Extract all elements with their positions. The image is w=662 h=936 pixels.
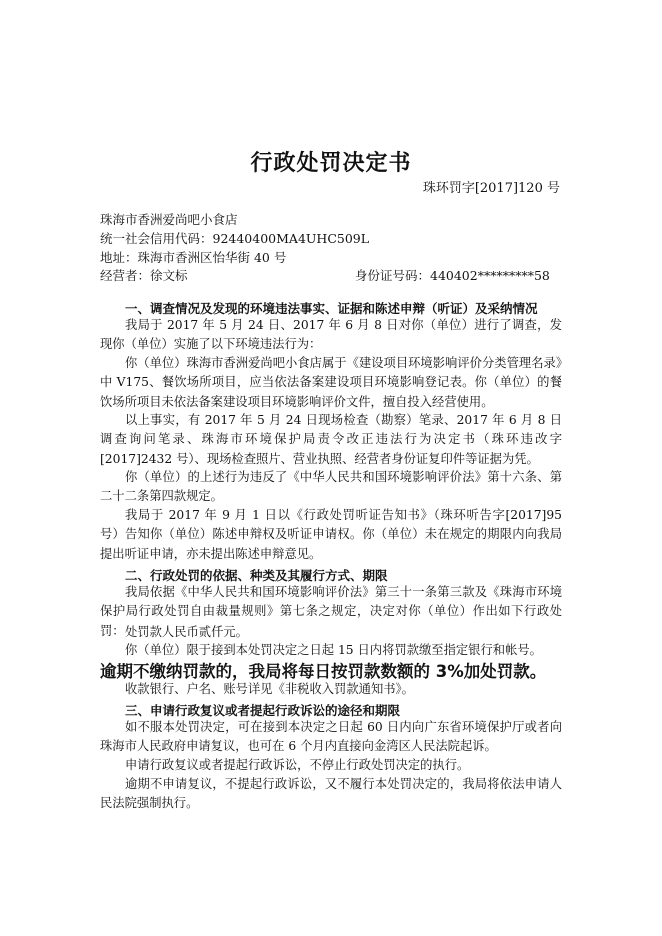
operator-row: [100, 266, 560, 284]
credit-code: 统一社会信用代码：92440400MA4UHC509L: [100, 231, 370, 246]
section3-paragraph-2: 申请行政复议或者提起行政诉讼，不停止行政处罚决定的执行。: [125, 758, 470, 772]
section3-heading: 三、申请行政复议或者提起行政诉讼的途径和期限: [125, 703, 401, 718]
document-title: 行政处罚决定书: [250, 151, 412, 176]
section3-paragraph-3: 逾期不申请复议，不提起行政诉讼，又不履行本处罚决定的，我局将依法申请人民法院强制执行。: [100, 777, 562, 811]
section1-paragraph-4: 你（单位）的上述行为违反了《中华人民共和国环境影响评价法》第十六条、第二十二条第四款规定。: [100, 470, 562, 504]
section2-paragraph-4: 收款银行、户名、账号详见《非税收入罚款通知书》。: [125, 682, 414, 696]
section1-heading: 一、调查情况及发现的环境违法事实、证据和陈述申辩（听证）及采纳情况: [125, 301, 538, 316]
section1-paragraph-3: 以上事实，有 2017 年 5 月 24 日现场检查（勘察）笔录、2017 年 6 月 8 日调查询问笔录、珠海市环境保护局责令改正违法行为决定书（珠环违改字[2017]2432 号）、现场检查照片、营业执照、经营者身份证复印件等证据为凭。: [100, 413, 562, 466]
id-number: 身份证号码：440402*********58: [355, 268, 550, 283]
section2-paragraph-1: 我局依据《中华人民共和国环境影响评价法》第三十一条第三款及《珠海市环境保护局行政处罚自由裁量规则》第七条之规定，决定对你（单位）作出如下行政处罚：: [100, 585, 562, 638]
section2-heading: 二、行政处罚的依据、种类及其履行方式、期限: [125, 568, 388, 583]
section2-paragraph-3: 你（单位）限于接到本处罚决定之日起 15 日内将罚款缴至指定银行和帐号。: [125, 643, 542, 657]
section1-paragraph-5: 我局于 2017 年 9 月 1 日以《行政处罚听证告知书》（珠环听告字[2017]95 号）告知你（单位）陈述申辩权及听证申请权。你（单位）未在规定的期限内向我局提出听证申请，亦未提出陈述申辩意见。: [100, 508, 562, 561]
operator-name: 经营者：徐文标: [100, 268, 188, 283]
party-address: 地址：珠海市香洲区怡华街 40 号: [100, 250, 287, 265]
section3-paragraph-1: 如不服本处罚决定，可在接到本决定之日起 60 日内向广东省环境保护厅或者向珠海市人民政府申请复议，也可在 6 个月内直接向金湾区人民法院起诉。: [100, 720, 562, 754]
section1-paragraph-1: 我局于 2017 年 5 月 24 日、2017 年 6 月 8 日对你（单位）进行了调查，发现你（单位）实施了以下环境违法行为：: [100, 318, 562, 352]
document-number: 珠环罚字[2017]120 号: [422, 181, 560, 196]
penalty-warning: 逾期不缴纳罚款的，我局将每日按罚款数额的 3%加处罚款。: [100, 662, 547, 681]
section2-paragraph-2: 处罚款人民币贰仟元。: [125, 625, 248, 639]
party-name: 珠海市香洲爱尚吧小食店: [100, 212, 238, 227]
section1-paragraph-2: 你（单位）珠海市香洲爱尚吧小食店属于《建设项目环境影响评价分类管理名录》中 V175、餐饮场所项目，应当依法备案建设项目环境影响登记表。你（单位）的餐饮场所项目未依法备案建设项目环境影响评价文件，擅自投入经营使用。: [100, 356, 562, 409]
